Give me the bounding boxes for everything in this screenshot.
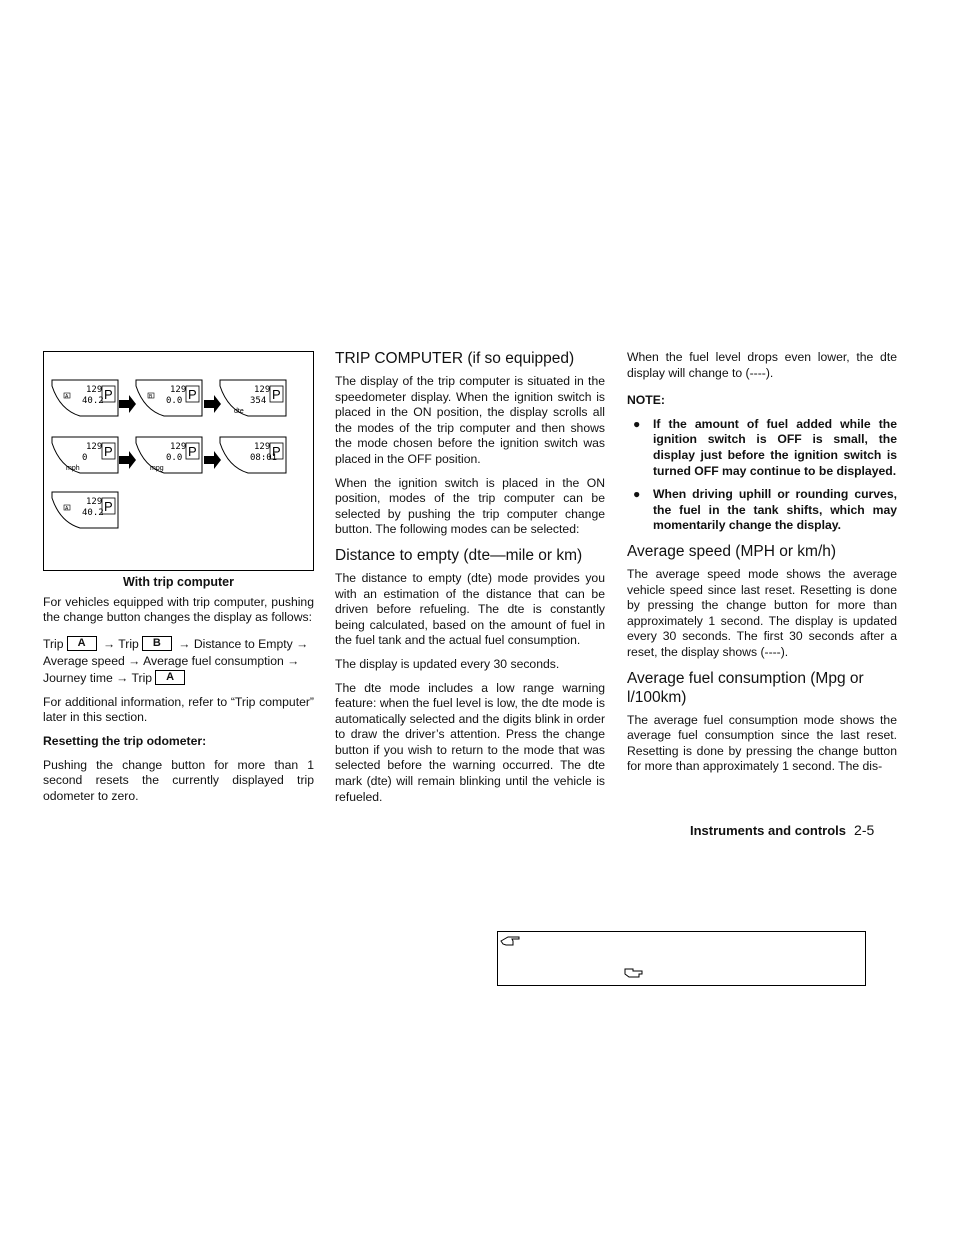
seq-avg-fuel: Average fuel consumption [143,653,284,668]
reset-heading: Resetting the trip odometer: [43,733,207,748]
seq-arrow-5: → [287,653,300,668]
lcd-p-label: P [188,444,197,459]
trip-p2: When the ignition switch is placed in the ON position, modes of the trip computer can be selected by pushing the trip computer change button. The following modes can be selected: [335,475,605,537]
trip-mark-label: B [149,394,153,400]
lcd-bottom-value: 08:01 [250,453,278,463]
sequence-arrow-2 [204,395,221,413]
lcd-bottom-value: 40.2 [82,396,104,406]
avg-fuel-heading: Average fuel consumption (Mpg or l/100km) [627,669,864,706]
lcd-p-label: P [104,499,113,514]
lcd-top-value: 129 [86,497,103,507]
lcd-p-label: P [272,444,281,459]
lcd-p-label: P [188,387,197,402]
mode-sequence [43,636,314,687]
lcd-top-value: 129 [254,442,271,452]
bullet-dot: ● [633,487,641,502]
lcd-display-7 [52,492,118,528]
seq-trip-3: Trip [131,670,153,685]
seq-journey: Journey time [43,670,113,685]
lcd-bottom-value: 0.0 [166,396,183,406]
trip-p1: The display of the trip computer is situated in the speedometer display. When the ignition switch is placed in the ON position, the display scrolls all the modes of the trip computer and then shows the mode chosen before the ignition switch was placed in the OFF position. [335,374,605,466]
lcd-bottom-value: 40.2 [82,508,104,518]
lcd-unit-label: mph [66,465,80,472]
lcd-bottom-value: 354 [250,396,267,406]
seq-arrow-6: → [116,670,129,685]
hand-pointer-icon [500,934,522,948]
lcd-top-value: 129 [170,442,187,452]
lcd-display-3 [220,380,286,416]
note-bullet-1: ● If the amount of fuel added while the ignition switch is OFF is small, the display just before the ignition switch is turned OFF may continue to be displayed. [633,416,897,478]
seq-trip-2: Trip [118,636,139,651]
footer-section: Instruments and controls [690,823,847,838]
bullet-dot: ● [633,416,641,431]
trip-mark-label: A [65,506,69,512]
lcd-display-6 [220,437,286,473]
lcd-bottom-value: 0 [82,453,88,463]
lcd-display-4 [52,437,118,473]
avg-speed-heading: Average speed (MPH or km/h) [627,542,837,560]
trip-b-badge: B [142,636,172,651]
additional-info: For additional information, refer to “Trip computer” later in this section. [43,694,314,725]
intro-text: For vehicles equipped with trip computer, pushing the change button changes the display as follows: [43,594,314,625]
lcd-p-label: P [272,387,281,402]
lcd-top-value: 129 [254,385,271,395]
lcd-display-1 [52,380,118,416]
middle-column [335,349,605,813]
seq-trip-1: Trip [43,636,64,651]
lcd-unit-label: mpg [150,465,164,472]
seq-arrow-4: → [128,653,141,668]
seq-arrow-2: → [178,636,191,651]
page-footer [690,822,874,838]
trip-a-badge-2: A [155,670,185,685]
seq-arrow-3: → [296,636,309,651]
trip-mark-label: A [65,394,69,400]
seq-arrow-1: → [102,636,116,651]
note-bullet-2: ● When driving uphill or rounding curves, the fuel in the tank shifts, which may momentarily change the display. [633,487,897,533]
reset-text: Pushing the change button for more than 1 second resets the currently displayed trip odometer to zero. [43,757,314,803]
dte-heading: Distance to empty (dte—mile or km) [335,546,583,564]
lcd-top-value: 129 [86,385,103,395]
avg-speed-text: The average speed mode shows the average vehicle speed since last reset. Resetting is done by pressing the change button for more than approximately 1 second. The display is updated every 30 seconds. The first 30 seconds after a reset, the display shows (----). [627,566,897,659]
low-fuel-text: When the fuel level drops even lower, the dte display will change to (----). [627,350,897,380]
page-number: 2-5 [854,822,875,838]
dte-p3: The dte mode includes a low range warning feature: when the fuel level is low, the dte mode is automatically selected and the digits blink in order to draw the driver’s attention. Press the change button if you wish to return to the mode that was selected before the warning occurred. The dte mark (dte) will remain blinking until the vehicle is refueled. [335,680,605,804]
lcd-display-2 [136,380,202,416]
left-column [43,575,314,812]
figure-caption: With trip computer [123,575,234,589]
pointer-note-box [497,931,866,986]
sequence-arrow-1 [119,395,136,413]
trip-a-badge: A [67,636,97,651]
seq-dte: Distance to Empty [193,636,293,651]
hand-pointer-small-icon [623,966,645,980]
seq-avg-speed: Average speed [43,653,125,668]
right-column [627,350,897,783]
lcd-display-5 [136,437,202,473]
sequence-arrow-3 [119,451,136,469]
dte-p1: The distance to empty (dte) mode provides you with an estimation of the distance that can be driven before refueling. The dte is constantly being calculated, based on the amount of fuel in the fuel tank and the actual fuel consumption. [335,570,605,648]
lcd-top-value: 129 [170,385,187,395]
section-title: TRIP COMPUTER (if so equipped) [335,350,575,367]
lcd-top-value: 129 [86,442,103,452]
lcd-bottom-value: 0.0 [166,453,183,463]
trip-computer-diagram [44,352,313,570]
lcd-p-label: P [104,444,113,459]
lcd-unit-label: dte [234,408,244,415]
sequence-arrow-4 [204,451,221,469]
avg-fuel-text: The average fuel consumption mode shows the average fuel consumption since the last reset. Resetting is done by pressing the change button for more than approximately 1 second. The dis- [627,712,897,774]
trip-computer-figure [43,351,314,571]
dte-p2: The display is updated every 30 seconds. [335,656,560,671]
lcd-p-label: P [104,387,113,402]
note-label: NOTE: [627,393,665,408]
